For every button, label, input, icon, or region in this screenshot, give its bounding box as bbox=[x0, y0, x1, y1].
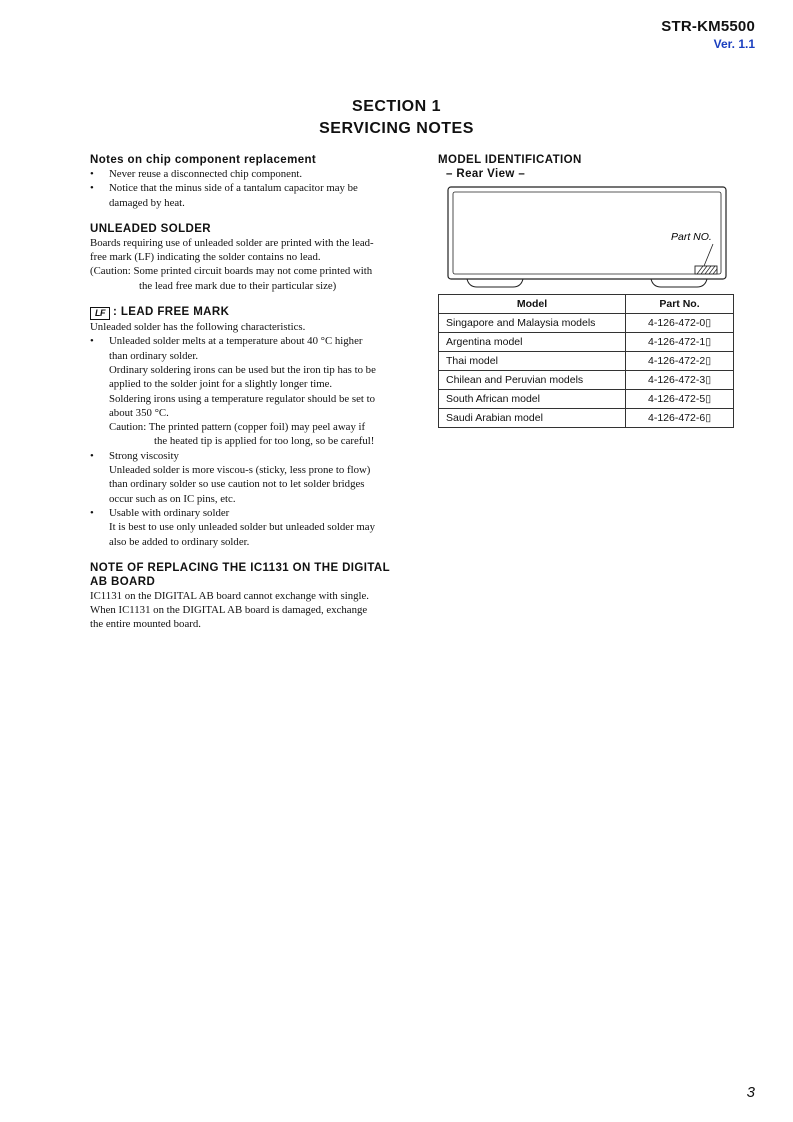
lf-bullet-2-line: occur such as on IC pins, etc. bbox=[109, 492, 236, 505]
section-number: SECTION 1 bbox=[352, 98, 441, 115]
lf-bullet-2-line: Unleaded solder is more viscou-s (sticky, less prone to flow) bbox=[109, 464, 371, 477]
table-row bbox=[439, 352, 734, 371]
lf-bullet-2-line: than ordinary solder so use caution not to let solder bridges bbox=[109, 478, 365, 491]
rear-view-diagram bbox=[447, 186, 729, 290]
model-cell: Argentina model bbox=[439, 333, 626, 352]
model-part-number-table bbox=[438, 294, 734, 428]
page-number: 3 bbox=[746, 1084, 755, 1101]
ic1131-line: When IC1131 on the DIGITAL AB board is damaged, exchange bbox=[90, 604, 368, 617]
ic1131-line: the entire mounted board. bbox=[90, 618, 201, 631]
section-title bbox=[0, 96, 793, 140]
left-column bbox=[90, 153, 412, 632]
lf-bullet-1-line: applied to the solder joint for a slightly longer time. bbox=[109, 378, 333, 391]
table-header-row bbox=[439, 295, 734, 314]
part-no-cell: 4-126-472-2▯ bbox=[626, 352, 734, 371]
unleaded-caution-cont: the lead free mark due to their particular size) bbox=[139, 279, 337, 292]
table-row bbox=[439, 371, 734, 390]
col-header-model: Model bbox=[439, 295, 626, 314]
lf-bullet-1: • Unleaded solder melts at a temperature about 40 °C higher bbox=[90, 335, 363, 348]
model-cell: South African model bbox=[439, 390, 626, 409]
lf-bullet-1-line: Ordinary soldering irons can be used but the iron tip has to be bbox=[109, 363, 376, 376]
document-version: Ver. 1.1 bbox=[713, 37, 755, 51]
table-row bbox=[439, 390, 734, 409]
lf-bullet-1-line: than ordinary solder. bbox=[109, 349, 199, 362]
chip-bullet-1: • Never reuse a disconnected chip component. bbox=[90, 168, 303, 180]
lf-bullet-2: • Strong viscosity bbox=[90, 449, 179, 462]
rear-view-subtitle: – Rear View – bbox=[446, 168, 526, 180]
chip-bullet-2-cont: damaged by heat. bbox=[109, 196, 185, 209]
table-row bbox=[439, 333, 734, 352]
part-no-cell: 4-126-472-1▯ bbox=[626, 333, 734, 352]
lf-caution-line: Caution: The printed pattern (copper foil) may peel away if bbox=[109, 421, 366, 434]
part-no-cell: 4-126-472-6▯ bbox=[626, 409, 734, 428]
model-cell: Thai model bbox=[439, 352, 626, 371]
ic1131-note-heading-cont: AB BOARD bbox=[90, 575, 156, 588]
unleaded-line-2: free mark (LF) indicating the solder contains no lead. bbox=[90, 251, 321, 264]
table-row bbox=[439, 314, 734, 333]
lf-bullet-1-line: about 350 °C. bbox=[109, 406, 169, 419]
lead-free-logo-icon: LF bbox=[90, 307, 110, 320]
model-identification-heading: MODEL IDENTIFICATION bbox=[438, 154, 582, 166]
lead-free-mark-heading: LF : LEAD FREE MARK bbox=[90, 305, 412, 320]
table-row bbox=[439, 409, 734, 428]
part-no-cell: 4-126-472-0▯ bbox=[626, 314, 734, 333]
unleaded-line-1: Boards requiring use of unleaded solder are printed with the lead- bbox=[90, 236, 374, 249]
ic1131-line: IC1131 on the DIGITAL AB board cannot exchange with single. bbox=[90, 589, 369, 602]
part-no-cell: 4-126-472-5▯ bbox=[626, 390, 734, 409]
chip-notes-heading: Notes on chip component replacement bbox=[90, 154, 317, 166]
unleaded-caution-line: (Caution: Some printed circuit boards may not come printed with bbox=[90, 265, 373, 278]
unleaded-solder-heading: UNLEADED SOLDER bbox=[90, 222, 212, 235]
part-no-cell: 4-126-472-3▯ bbox=[626, 371, 734, 390]
document-model-number: STR-KM5500 bbox=[661, 18, 755, 35]
unit-foot-left bbox=[467, 279, 523, 287]
unit-foot-right bbox=[651, 279, 707, 287]
ic1131-note-heading: NOTE OF REPLACING THE IC1131 ON THE DIGITAL bbox=[90, 561, 391, 574]
lf-bullet-3-line: It is best to use only unleaded solder but unleaded solder may bbox=[109, 521, 375, 534]
model-cell: Chilean and Peruvian models bbox=[439, 371, 626, 390]
lf-caution-cont: the heated tip is applied for too long, so be careful! bbox=[154, 435, 375, 448]
lf-bullet-3: • Usable with ordinary solder bbox=[90, 506, 230, 519]
lead-free-intro: Unleaded solder has the following characteristics. bbox=[90, 321, 306, 334]
lf-bullet-1-line: Soldering irons using a temperature regulator should be set to bbox=[109, 392, 375, 405]
section-name: SERVICING NOTES bbox=[319, 120, 474, 137]
model-cell: Saudi Arabian model bbox=[439, 409, 626, 428]
model-cell: Singapore and Malaysia models bbox=[439, 314, 626, 333]
part-no-label: Part NO. bbox=[671, 231, 712, 243]
lf-bullet-3-line: also be added to ordinary solder. bbox=[109, 535, 250, 548]
col-header-part-no: Part No. bbox=[626, 295, 734, 314]
right-column bbox=[438, 153, 735, 181]
chip-bullet-2: • Notice that the minus side of a tantalum capacitor may be bbox=[90, 182, 358, 195]
